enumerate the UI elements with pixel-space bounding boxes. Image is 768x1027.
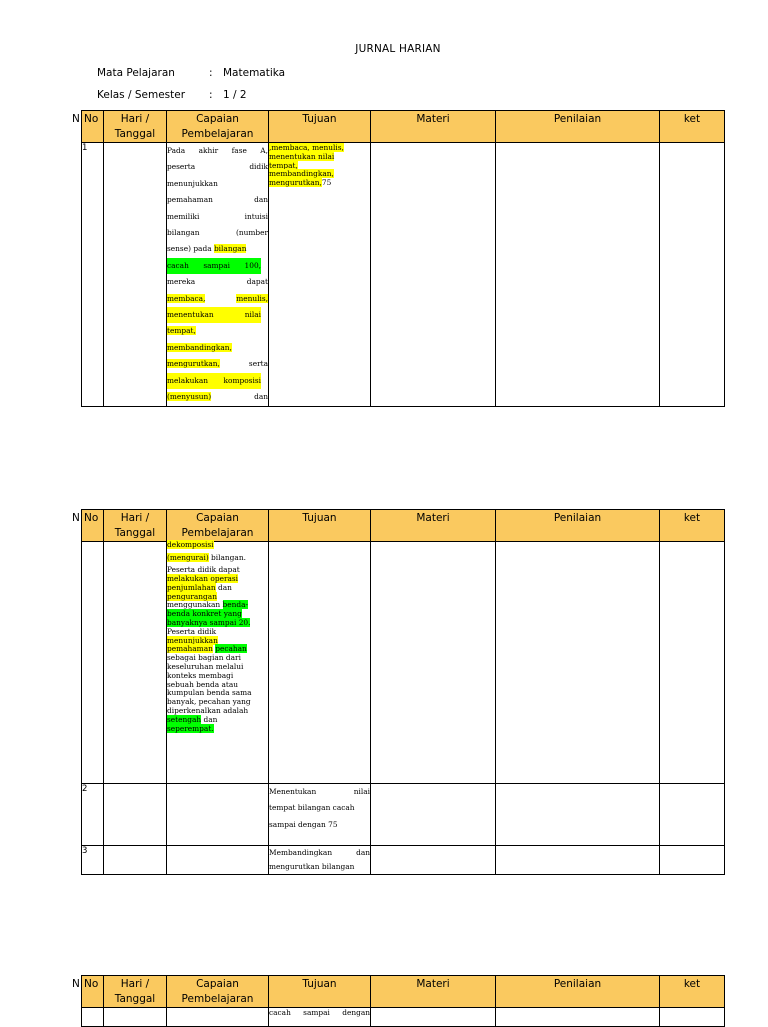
- col-header-tujuan: Tujuan: [269, 976, 371, 1008]
- cell-tujuan: cacah sampai dengan: [269, 1008, 371, 1027]
- cell-hari: [104, 542, 167, 784]
- col-header-ket: ket: [660, 976, 725, 1008]
- cell-hari: [104, 846, 167, 875]
- cell-ket: [660, 143, 725, 407]
- cell-capaian: [167, 784, 269, 846]
- cell-materi: [371, 784, 496, 846]
- cell-penilaian: [496, 143, 660, 407]
- col-header-hari: Hari / Tanggal: [104, 111, 167, 143]
- journal-table-1: [72, 110, 725, 407]
- col-header-materi: Materi: [371, 111, 496, 143]
- cell-materi: [371, 846, 496, 875]
- col-header-materi: Materi: [371, 510, 496, 542]
- col-header-no: N No: [82, 510, 104, 542]
- col-header-no: N No: [82, 111, 104, 143]
- cell-materi: [371, 143, 496, 407]
- n-mark: N: [72, 512, 80, 524]
- col-header-capaian: Capaian Pembelajaran: [167, 510, 269, 542]
- cell-capaian: [167, 846, 269, 875]
- meta-label: Mata Pelajaran: [97, 67, 175, 79]
- journal-table-2: [72, 509, 725, 875]
- cell-ket: [660, 846, 725, 875]
- meta-label: Kelas / Semester: [97, 89, 186, 101]
- col-header-tujuan: Tujuan: [269, 510, 371, 542]
- meta-class: [97, 89, 247, 101]
- row-number: 1: [82, 143, 104, 407]
- cell-hari: [104, 784, 167, 846]
- col-header-hari: Hari / Tanggal: [104, 510, 167, 542]
- col-header-capaian: Capaian Pembelajaran: [167, 976, 269, 1008]
- meta-colon: :: [209, 89, 213, 101]
- table-row: [82, 784, 725, 846]
- col-header-capaian: Capaian Pembelajaran: [167, 111, 269, 143]
- table-row: [82, 542, 725, 784]
- cell-penilaian: [496, 784, 660, 846]
- col-header-ket: ket: [660, 111, 725, 143]
- journal-table-3: [72, 975, 725, 1027]
- page-title: JURNAL HARIAN: [355, 43, 441, 55]
- cell-tujuan: Membandingkan dan mengurutkan bilangan: [269, 846, 371, 875]
- col-header-penilaian: Penilaian: [496, 976, 660, 1008]
- cell-tujuan: [269, 542, 371, 784]
- cell-tujuan: ,membaca, menulis, menentukan nilai tempat, membandingkan, mengurutkan,75: [269, 143, 371, 407]
- col-header-penilaian: Penilaian: [496, 510, 660, 542]
- col-header-no: N No: [82, 976, 104, 1008]
- cell-capaian: dekomposisi (mengurai) bilangan. Peserta didik dapat melakukan operasi penjumlahan dan pengurangan menggunakan benda- benda konkret yang banyaknya sampai 20. Peserta didik menunjukkan pemahaman pecahan sebagai bagian dari keseluruhan melalui konteks membagi sebuah benda atau kumpulan benda sama banyak, pecahan yang diperkenalkan adalah setengah dan seperempat.: [167, 542, 269, 784]
- meta-colon: :: [209, 67, 213, 79]
- col-header-materi: Materi: [371, 976, 496, 1008]
- cell-ket: [660, 542, 725, 784]
- col-header-hari: Hari / Tanggal: [104, 976, 167, 1008]
- cell-materi: [371, 542, 496, 784]
- cell-capaian: Pada akhir fase A, peserta didik menunjukkan pemahaman dan memiliki intuisi bilangan (number sense) pada bilangan cacah sampai 100, mereka dapat membaca, menulis, menentukan nilai tempat, membandingkan, mengurutkan, serta melakukan komposisi (menyusun) dan: [167, 143, 269, 407]
- meta-value: 1 / 2: [223, 89, 247, 101]
- col-header-ket: ket: [660, 510, 725, 542]
- table-row: [82, 143, 725, 407]
- row-number: 3: [82, 846, 104, 875]
- n-mark: N: [72, 978, 80, 990]
- n-mark: N: [72, 113, 80, 125]
- cell-ket: [660, 784, 725, 846]
- col-header-penilaian: Penilaian: [496, 111, 660, 143]
- meta-subject: [97, 67, 285, 79]
- table-row: [82, 846, 725, 875]
- cell-hari: [104, 143, 167, 407]
- row-number: 2: [82, 784, 104, 846]
- row-number: [82, 542, 104, 784]
- cell-penilaian: [496, 542, 660, 784]
- cell-penilaian: [496, 846, 660, 875]
- col-header-tujuan: Tujuan: [269, 111, 371, 143]
- cell-tujuan: Menentukan nilai tempat bilangan cacah sampai dengan 75: [269, 784, 371, 846]
- meta-value: Matematika: [223, 67, 286, 79]
